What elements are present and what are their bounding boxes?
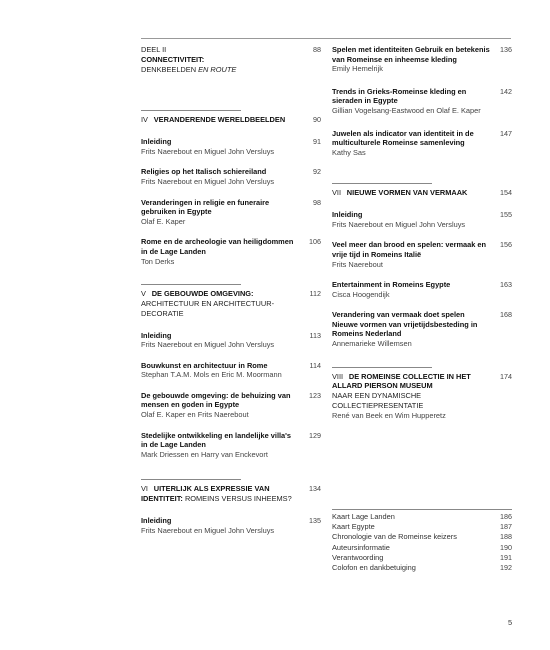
entry-title: Inleiding xyxy=(141,330,172,340)
page-number: 190 xyxy=(500,542,512,552)
item-label: Kaart Lage Landen xyxy=(332,512,395,521)
page-number: 163 xyxy=(500,280,512,290)
section-rule xyxy=(332,367,432,368)
section-heading xyxy=(332,188,490,198)
entry-author: Mark Driessen en Harry van Enckevort xyxy=(141,449,268,459)
entry-author: Frits Naerebout xyxy=(332,259,383,269)
page-number: 147 xyxy=(500,128,512,138)
toc-entry[interactable] xyxy=(141,516,321,535)
page-number: 113 xyxy=(309,330,321,340)
page-number: 187 xyxy=(500,522,512,532)
page-number: 129 xyxy=(309,430,321,440)
page-number: 114 xyxy=(309,360,321,370)
toc-section-6[interactable] xyxy=(141,479,321,504)
section-title: DE GEBOUWDE OMGEVING: xyxy=(151,289,254,299)
section-subtitle: ARCHITECTUUR EN ARCHITECTUUR-DECORATIE xyxy=(141,298,275,318)
section-number: VIII xyxy=(332,371,347,381)
entry-title: Trends in Grieks-Romeinse kleding en sieraden in Egypte xyxy=(332,86,467,106)
toc-section-8[interactable] xyxy=(332,367,512,421)
toc-entry[interactable] xyxy=(141,198,321,227)
toc-entry[interactable] xyxy=(141,431,321,460)
page-number: 123 xyxy=(309,390,321,400)
appendix-list xyxy=(332,509,512,573)
entry-title: Juwelen als indicator van identiteit in de multiculturele Romeinse samenleving xyxy=(332,128,474,148)
entry-author: Frits Naerebout en Miguel John Versluys xyxy=(141,525,275,535)
toc-entry[interactable] xyxy=(141,237,321,266)
section-author: René van Beek en Wim Hupperetz xyxy=(332,410,446,420)
entry-title: Religies op het Italisch schiereiland xyxy=(141,167,267,177)
page-number: 191 xyxy=(500,552,512,562)
toc-entry[interactable] xyxy=(141,167,321,186)
section-heading xyxy=(141,115,299,125)
entry-title: Inleiding xyxy=(141,516,172,526)
page-number: 192 xyxy=(500,563,512,573)
toc-entry[interactable] xyxy=(332,310,512,348)
entry-title: Rome en de archeologie van heiligdommen in de Lage Landen xyxy=(141,237,294,256)
part-title: CONNECTIVITEIT: xyxy=(141,54,205,64)
page-number: 88 xyxy=(313,45,321,54)
entry-title: Bouwkunst en architectuur in Rome xyxy=(141,360,268,370)
section-subtitle: NAAR EEN DYNAMISCHE COLLECTIEPRESENTATIE xyxy=(332,391,424,411)
entry-author: Stephan T.A.M. Mols en Eric M. Moormann xyxy=(141,370,282,380)
entry-title: Verandering van vermaak doet spelen Nieuwe vormen van vrijetijdsbesteding in Romeins Nederland xyxy=(332,310,478,339)
page-number: 186 xyxy=(500,512,512,521)
section-rule xyxy=(141,479,241,480)
entry-author: Kathy Sas xyxy=(332,147,366,157)
toc-part-2[interactable] xyxy=(141,45,321,74)
page-number: 134 xyxy=(309,484,321,494)
section-number: IV xyxy=(141,115,152,125)
section-number: V xyxy=(141,289,150,299)
entry-author: Olaf E. Kaper xyxy=(141,216,186,226)
entry-author: Cisca Hoogendijk xyxy=(332,289,390,299)
toc-section-7[interactable] xyxy=(332,183,512,198)
toc-entry[interactable] xyxy=(332,280,512,299)
page-number: 174 xyxy=(500,371,512,381)
part-number: DEEL II xyxy=(141,45,167,54)
toc-entry[interactable] xyxy=(141,361,321,380)
section-number: VI xyxy=(141,484,152,494)
list-item[interactable] xyxy=(332,512,512,522)
page-number: 188 xyxy=(500,532,512,542)
toc-entry[interactable] xyxy=(141,391,321,420)
section-rule xyxy=(332,183,432,184)
page-number: 92 xyxy=(313,167,321,177)
toc-left-column xyxy=(141,45,321,546)
entry-title: Spelen met identiteiten Gebruik en betekenis van Romeinse en inheemse kleding xyxy=(332,45,490,64)
section-title: DE ROMEINSE COLLECTIE IN HET ALLARD PIERSON MUSEUM xyxy=(332,371,471,391)
section-title: NIEUWE VORMEN VAN VERMAAK xyxy=(346,188,468,198)
section-title: UITERLIJK ALS EXPRESSIE VAN IDENTITEIT: xyxy=(141,484,270,504)
toc-entry[interactable] xyxy=(332,210,512,229)
folio-page-number: 5 xyxy=(508,618,513,627)
section-subtitle: ROMEINS VERSUS INHEEMS? xyxy=(184,494,292,504)
entry-title: De gebouwde omgeving: de behuizing van mensen en goden in Egypte xyxy=(141,390,291,410)
list-item[interactable] xyxy=(332,532,512,542)
entry-title: Veranderingen in religie en funeraire gebruiken in Egypte xyxy=(141,197,270,217)
page-number: 156 xyxy=(500,240,512,250)
list-item[interactable] xyxy=(332,543,512,553)
section-title: VERANDERENDE WERELDBEELDEN xyxy=(153,115,286,125)
page-number: 154 xyxy=(500,188,512,198)
page-number: 168 xyxy=(500,310,512,320)
item-label: Colofon en dankbetuiging xyxy=(332,563,416,573)
entry-author: Emily Hemelrijk xyxy=(332,64,383,74)
page-number: 135 xyxy=(309,516,321,526)
toc-entry[interactable] xyxy=(141,331,321,350)
list-rule xyxy=(332,509,512,510)
entry-title: Inleiding xyxy=(141,137,172,147)
entry-author: Frits Naerebout en Miguel John Versluys xyxy=(141,146,275,156)
entry-author: Frits Naerebout en Miguel John Versluys xyxy=(141,340,275,350)
toc-entry[interactable] xyxy=(332,45,512,74)
toc-entry[interactable] xyxy=(332,87,512,116)
top-rule xyxy=(141,38,511,39)
toc-section-4[interactable] xyxy=(141,110,321,125)
toc-section-5[interactable] xyxy=(141,284,321,318)
entry-title: Inleiding xyxy=(332,210,363,220)
entry-title: Stedelijke ontwikkeling en landelijke villa's in de Lage Landen xyxy=(141,430,292,450)
toc-right-column xyxy=(332,45,512,432)
entry-title: Entertainment in Romeins Egypte xyxy=(332,280,451,290)
section-number: VII xyxy=(332,188,345,198)
page-number: 106 xyxy=(309,237,321,247)
toc-entry[interactable] xyxy=(332,129,512,158)
item-label: Kaart Egypte xyxy=(332,522,375,532)
entry-author: Frits Naerebout en Miguel John Versluys xyxy=(141,176,275,186)
section-heading xyxy=(332,372,490,421)
part-subtitle: DENKBEELDEN EN ROUTE xyxy=(141,64,237,74)
entry-author: Frits Naerebout en Miguel John Versluys xyxy=(332,219,466,229)
item-label: Verantwoording xyxy=(332,552,384,562)
page-number: 98 xyxy=(313,197,321,207)
section-heading xyxy=(141,484,299,504)
entry-author: Olaf E. Kaper en Frits Naerebout xyxy=(141,410,249,420)
page-number: 91 xyxy=(313,137,321,147)
entry-author: Gillian Vogelsang-Eastwood en Olaf E. Kaper xyxy=(332,105,481,115)
list-item[interactable] xyxy=(332,563,512,573)
section-rule xyxy=(141,110,241,111)
entry-author: Ton Derks xyxy=(141,256,175,266)
item-label: Auteursinformatie xyxy=(332,542,390,552)
item-label: Chronologie van de Romeinse keizers xyxy=(332,532,457,542)
page-number: 112 xyxy=(309,289,321,299)
page-number: 136 xyxy=(500,45,512,54)
section-rule xyxy=(141,284,241,285)
part-heading xyxy=(141,45,299,74)
toc-entry[interactable] xyxy=(332,240,512,269)
page-number: 90 xyxy=(313,115,321,125)
page-number: 155 xyxy=(500,210,512,220)
toc-entry[interactable] xyxy=(141,137,321,156)
list-item[interactable] xyxy=(332,553,512,563)
section-heading xyxy=(141,289,299,318)
list-item[interactable] xyxy=(332,522,512,532)
page-number: 142 xyxy=(500,86,512,96)
entry-author: Annemarieke Willemsen xyxy=(332,339,412,349)
entry-title: Veel meer dan brood en spelen: vermaak en vrije tijd in Romeins Italië xyxy=(332,240,487,259)
